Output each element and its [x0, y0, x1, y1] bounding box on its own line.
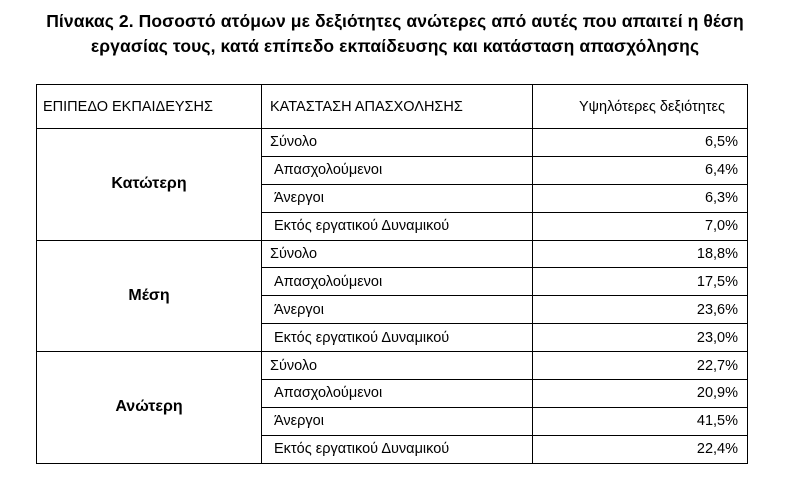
value-cell: 7,0%	[533, 212, 748, 240]
level-cell: Μέση	[37, 240, 262, 352]
header-row	[37, 85, 748, 129]
status-cell: Εκτός εργατικού Δυναμικού	[262, 435, 533, 463]
status-cell: Απασχολούμενοι	[262, 156, 533, 184]
level-cell: Ανώτερη	[37, 352, 262, 464]
value-cell: 6,4%	[533, 156, 748, 184]
value-cell: 6,3%	[533, 184, 748, 212]
value-cell: 18,8%	[533, 240, 748, 268]
table-title-line-1: Πίνακας 2. Ποσοστό ατόμων με δεξιότητες ανώτερες από αυτές που απαιτεί η θέση	[46, 11, 744, 31]
value-cell: 41,5%	[533, 407, 748, 435]
table-title	[0, 9, 790, 59]
status-cell: Σύνολο	[262, 129, 533, 157]
table-row	[37, 129, 748, 157]
status-cell: Άνεργοι	[262, 184, 533, 212]
status-cell: Απασχολούμενοι	[262, 268, 533, 296]
level-cell: Κατώτερη	[37, 129, 262, 241]
value-cell: 22,7%	[533, 352, 748, 380]
value-cell: 23,6%	[533, 296, 748, 324]
value-cell: 23,0%	[533, 324, 748, 352]
skills-table	[36, 84, 748, 464]
value-cell: 6,5%	[533, 129, 748, 157]
header-education-level: ΕΠΙΠΕΔΟ ΕΚΠΑΙΔΕΥΣΗΣ	[37, 85, 262, 129]
value-cell: 20,9%	[533, 380, 748, 408]
status-cell: Σύνολο	[262, 352, 533, 380]
header-higher-skills: Υψηλότερες δεξιότητες	[533, 85, 748, 129]
status-cell: Σύνολο	[262, 240, 533, 268]
status-cell: Άνεργοι	[262, 296, 533, 324]
table-title-line-2: εργασίας τους, κατά επίπεδο εκπαίδευσης και κατάσταση απασχόλησης	[90, 36, 700, 56]
status-cell: Εκτός εργατικού Δυναμικού	[262, 324, 533, 352]
table-row	[37, 352, 748, 380]
status-cell: Εκτός εργατικού Δυναμικού	[262, 212, 533, 240]
header-employment-status: ΚΑΤΑΣΤΑΣΗ ΑΠΑΣΧΟΛΗΣΗΣ	[262, 85, 533, 129]
status-cell: Άνεργοι	[262, 407, 533, 435]
value-cell: 22,4%	[533, 435, 748, 463]
table-row	[37, 240, 748, 268]
status-cell: Απασχολούμενοι	[262, 380, 533, 408]
value-cell: 17,5%	[533, 268, 748, 296]
